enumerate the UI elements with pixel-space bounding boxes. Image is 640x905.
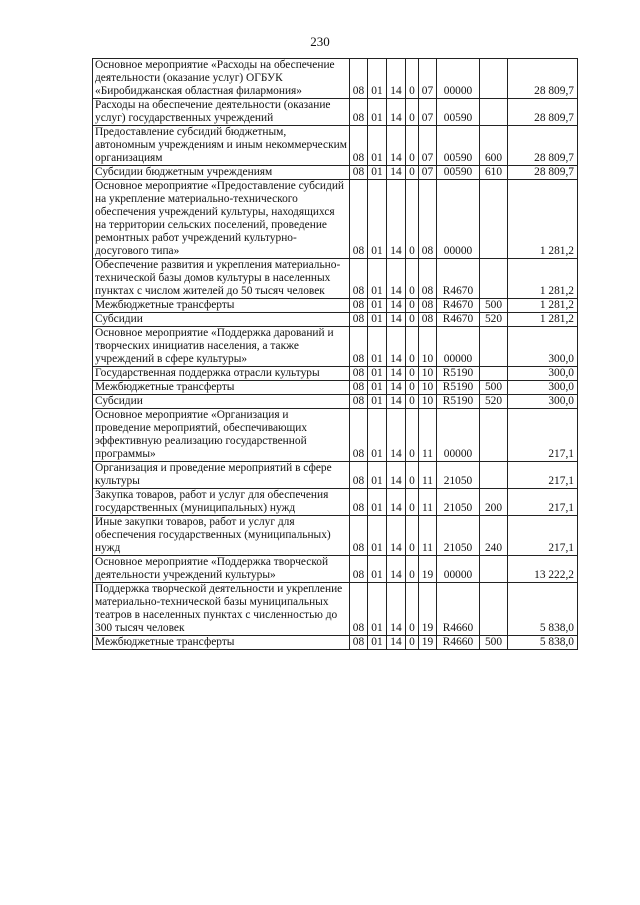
code-direction: 00590 (437, 166, 480, 180)
code-program: 14 (387, 409, 406, 462)
code-expense-type (480, 180, 508, 259)
code-subprogram: 0 (406, 166, 419, 180)
code-direction: 00590 (437, 126, 480, 166)
code-program: 14 (387, 636, 406, 650)
code-razdel: 01 (368, 299, 387, 313)
code-program: 14 (387, 583, 406, 636)
code-ved: 08 (350, 99, 368, 126)
code-razdel: 01 (368, 636, 387, 650)
row-name: Основное мероприятие «Поддержка дарований и творческих инициатив населения, а также учреждений в сфере культуры» (93, 327, 350, 367)
table-row (93, 489, 578, 516)
budget-table-body (93, 59, 578, 650)
code-ved: 08 (350, 313, 368, 327)
code-event: 11 (419, 462, 437, 489)
table-row (93, 59, 578, 99)
row-amount: 217,1 (508, 409, 578, 462)
row-name: Государственная поддержка отрасли культуры (93, 367, 350, 381)
table-row (93, 462, 578, 489)
row-amount: 1 281,2 (508, 313, 578, 327)
code-direction: R4660 (437, 583, 480, 636)
table-row (93, 166, 578, 180)
row-name: Межбюджетные трансферты (93, 381, 350, 395)
code-razdel: 01 (368, 381, 387, 395)
code-event: 08 (419, 313, 437, 327)
code-direction: 21050 (437, 489, 480, 516)
table-row (93, 381, 578, 395)
code-program: 14 (387, 180, 406, 259)
code-expense-type (480, 99, 508, 126)
code-expense-type: 500 (480, 636, 508, 650)
code-event: 19 (419, 583, 437, 636)
row-amount: 300,0 (508, 381, 578, 395)
code-direction: 21050 (437, 516, 480, 556)
table-row (93, 99, 578, 126)
table-row (93, 259, 578, 299)
code-program: 14 (387, 556, 406, 583)
row-name: Основное мероприятие «Расходы на обеспечение деятельности (оказание услуг) ОГБУК «Биробиджанская областная филармония» (93, 59, 350, 99)
code-expense-type: 500 (480, 381, 508, 395)
table-row (93, 299, 578, 313)
code-program: 14 (387, 327, 406, 367)
code-program: 14 (387, 299, 406, 313)
code-razdel: 01 (368, 313, 387, 327)
table-row (93, 583, 578, 636)
code-event: 19 (419, 556, 437, 583)
code-razdel: 01 (368, 259, 387, 299)
code-expense-type: 600 (480, 126, 508, 166)
row-amount: 217,1 (508, 489, 578, 516)
code-event: 19 (419, 636, 437, 650)
code-program: 14 (387, 395, 406, 409)
code-expense-type: 200 (480, 489, 508, 516)
code-direction: 00000 (437, 556, 480, 583)
table-row (93, 313, 578, 327)
table-row (93, 516, 578, 556)
code-razdel: 01 (368, 367, 387, 381)
code-subprogram: 0 (406, 99, 419, 126)
code-ved: 08 (350, 327, 368, 367)
code-ved: 08 (350, 395, 368, 409)
row-name: Основное мероприятие «Предоставление субсидий на укрепление материально-технического обеспечения учреждений культуры, находящихся на территории сельских поселений, проведение ремонтных работ учреждений культурно-досугового типа» (93, 180, 350, 259)
code-program: 14 (387, 313, 406, 327)
code-event: 07 (419, 166, 437, 180)
row-amount: 13 222,2 (508, 556, 578, 583)
code-direction: 00000 (437, 409, 480, 462)
code-event: 11 (419, 516, 437, 556)
row-name: Поддержка творческой деятельности и укрепление материально-технической базы муниципальных театров в населенных пунктах с численностью до 300 тысяч человек (93, 583, 350, 636)
code-direction: R5190 (437, 381, 480, 395)
code-expense-type: 520 (480, 313, 508, 327)
code-razdel: 01 (368, 583, 387, 636)
code-expense-type: 610 (480, 166, 508, 180)
code-expense-type (480, 583, 508, 636)
code-razdel: 01 (368, 180, 387, 259)
code-razdel: 01 (368, 409, 387, 462)
code-direction: R4670 (437, 299, 480, 313)
table-row (93, 636, 578, 650)
code-expense-type (480, 259, 508, 299)
code-direction: R5190 (437, 395, 480, 409)
code-subprogram: 0 (406, 516, 419, 556)
code-program: 14 (387, 99, 406, 126)
code-ved: 08 (350, 489, 368, 516)
row-name: Расходы на обеспечение деятельности (оказание услуг) государственных учреждений (93, 99, 350, 126)
row-amount: 1 281,2 (508, 180, 578, 259)
code-program: 14 (387, 462, 406, 489)
row-amount: 5 838,0 (508, 636, 578, 650)
code-event: 10 (419, 395, 437, 409)
code-subprogram: 0 (406, 636, 419, 650)
code-event: 11 (419, 489, 437, 516)
code-subprogram: 0 (406, 313, 419, 327)
code-subprogram: 0 (406, 489, 419, 516)
row-amount: 28 809,7 (508, 99, 578, 126)
code-subprogram: 0 (406, 583, 419, 636)
code-razdel: 01 (368, 99, 387, 126)
code-direction: R5190 (437, 367, 480, 381)
row-amount: 5 838,0 (508, 583, 578, 636)
code-ved: 08 (350, 516, 368, 556)
code-event: 07 (419, 59, 437, 99)
code-direction: R4670 (437, 259, 480, 299)
code-subprogram: 0 (406, 126, 419, 166)
code-expense-type: 520 (480, 395, 508, 409)
code-razdel: 01 (368, 489, 387, 516)
table-row (93, 395, 578, 409)
row-name: Основное мероприятие «Поддержка творческой деятельности учреждений культуры» (93, 556, 350, 583)
code-razdel: 01 (368, 166, 387, 180)
table-row (93, 327, 578, 367)
table-row (93, 367, 578, 381)
code-razdel: 01 (368, 516, 387, 556)
code-ved: 08 (350, 299, 368, 313)
code-ved: 08 (350, 462, 368, 489)
code-subprogram: 0 (406, 299, 419, 313)
code-razdel: 01 (368, 556, 387, 583)
row-amount: 217,1 (508, 516, 578, 556)
row-name: Межбюджетные трансферты (93, 299, 350, 313)
code-expense-type (480, 327, 508, 367)
code-razdel: 01 (368, 59, 387, 99)
code-subprogram: 0 (406, 180, 419, 259)
code-event: 08 (419, 259, 437, 299)
code-direction: 00000 (437, 59, 480, 99)
code-event: 08 (419, 180, 437, 259)
code-expense-type (480, 59, 508, 99)
row-name: Субсидии (93, 313, 350, 327)
code-ved: 08 (350, 259, 368, 299)
code-subprogram: 0 (406, 381, 419, 395)
table-row (93, 126, 578, 166)
code-razdel: 01 (368, 126, 387, 166)
row-amount: 1 281,2 (508, 299, 578, 313)
code-ved: 08 (350, 409, 368, 462)
row-name: Организация и проведение мероприятий в сфере культуры (93, 462, 350, 489)
code-direction: 00590 (437, 99, 480, 126)
row-amount: 300,0 (508, 327, 578, 367)
table-row (93, 180, 578, 259)
row-amount: 300,0 (508, 395, 578, 409)
code-expense-type (480, 367, 508, 381)
code-razdel: 01 (368, 395, 387, 409)
code-direction: 00000 (437, 180, 480, 259)
row-name: Субсидии (93, 395, 350, 409)
code-ved: 08 (350, 126, 368, 166)
code-program: 14 (387, 59, 406, 99)
table-row (93, 556, 578, 583)
code-expense-type (480, 409, 508, 462)
code-razdel: 01 (368, 327, 387, 367)
row-name: Субсидии бюджетным учреждениям (93, 166, 350, 180)
code-direction: 00000 (437, 327, 480, 367)
code-ved: 08 (350, 381, 368, 395)
code-subprogram: 0 (406, 327, 419, 367)
code-program: 14 (387, 516, 406, 556)
code-ved: 08 (350, 59, 368, 99)
code-subprogram: 0 (406, 59, 419, 99)
code-subprogram: 0 (406, 556, 419, 583)
row-amount: 28 809,7 (508, 166, 578, 180)
code-program: 14 (387, 489, 406, 516)
table-row (93, 409, 578, 462)
code-program: 14 (387, 126, 406, 166)
row-name: Основное мероприятие «Организация и проведение мероприятий, обеспечивающих эффективную реализацию государственной программы» (93, 409, 350, 462)
row-amount: 300,0 (508, 367, 578, 381)
row-name: Обеспечение развития и укрепления материально-технической базы домов культуры в населенных пунктах с числом жителей до 50 тысяч человек (93, 259, 350, 299)
code-event: 10 (419, 367, 437, 381)
code-direction: R4660 (437, 636, 480, 650)
code-program: 14 (387, 381, 406, 395)
code-event: 07 (419, 126, 437, 166)
code-ved: 08 (350, 166, 368, 180)
code-ved: 08 (350, 583, 368, 636)
page-number: 230 (310, 34, 330, 49)
code-subprogram: 0 (406, 462, 419, 489)
budget-table (92, 58, 578, 650)
code-program: 14 (387, 367, 406, 381)
code-direction: R4670 (437, 313, 480, 327)
row-amount: 28 809,7 (508, 59, 578, 99)
row-name: Закупка товаров, работ и услуг для обеспечения государственных (муниципальных) нужд (93, 489, 350, 516)
code-subprogram: 0 (406, 409, 419, 462)
code-expense-type: 240 (480, 516, 508, 556)
code-event: 10 (419, 381, 437, 395)
row-name: Иные закупки товаров, работ и услуг для обеспечения государственных (муниципальных) нужд (93, 516, 350, 556)
code-expense-type: 500 (480, 299, 508, 313)
code-direction: 21050 (437, 462, 480, 489)
row-amount: 217,1 (508, 462, 578, 489)
code-ved: 08 (350, 180, 368, 259)
code-ved: 08 (350, 556, 368, 583)
code-event: 08 (419, 299, 437, 313)
code-ved: 08 (350, 636, 368, 650)
code-event: 07 (419, 99, 437, 126)
code-subprogram: 0 (406, 259, 419, 299)
row-name: Межбюджетные трансферты (93, 636, 350, 650)
code-expense-type (480, 556, 508, 583)
code-event: 10 (419, 327, 437, 367)
code-razdel: 01 (368, 462, 387, 489)
code-subprogram: 0 (406, 367, 419, 381)
code-event: 11 (419, 409, 437, 462)
row-amount: 28 809,7 (508, 126, 578, 166)
code-expense-type (480, 462, 508, 489)
row-name: Предоставление субсидий бюджетным, автономным учреждениям и иным некоммерческим организациям (93, 126, 350, 166)
code-program: 14 (387, 259, 406, 299)
code-ved: 08 (350, 367, 368, 381)
code-program: 14 (387, 166, 406, 180)
code-subprogram: 0 (406, 395, 419, 409)
row-amount: 1 281,2 (508, 259, 578, 299)
